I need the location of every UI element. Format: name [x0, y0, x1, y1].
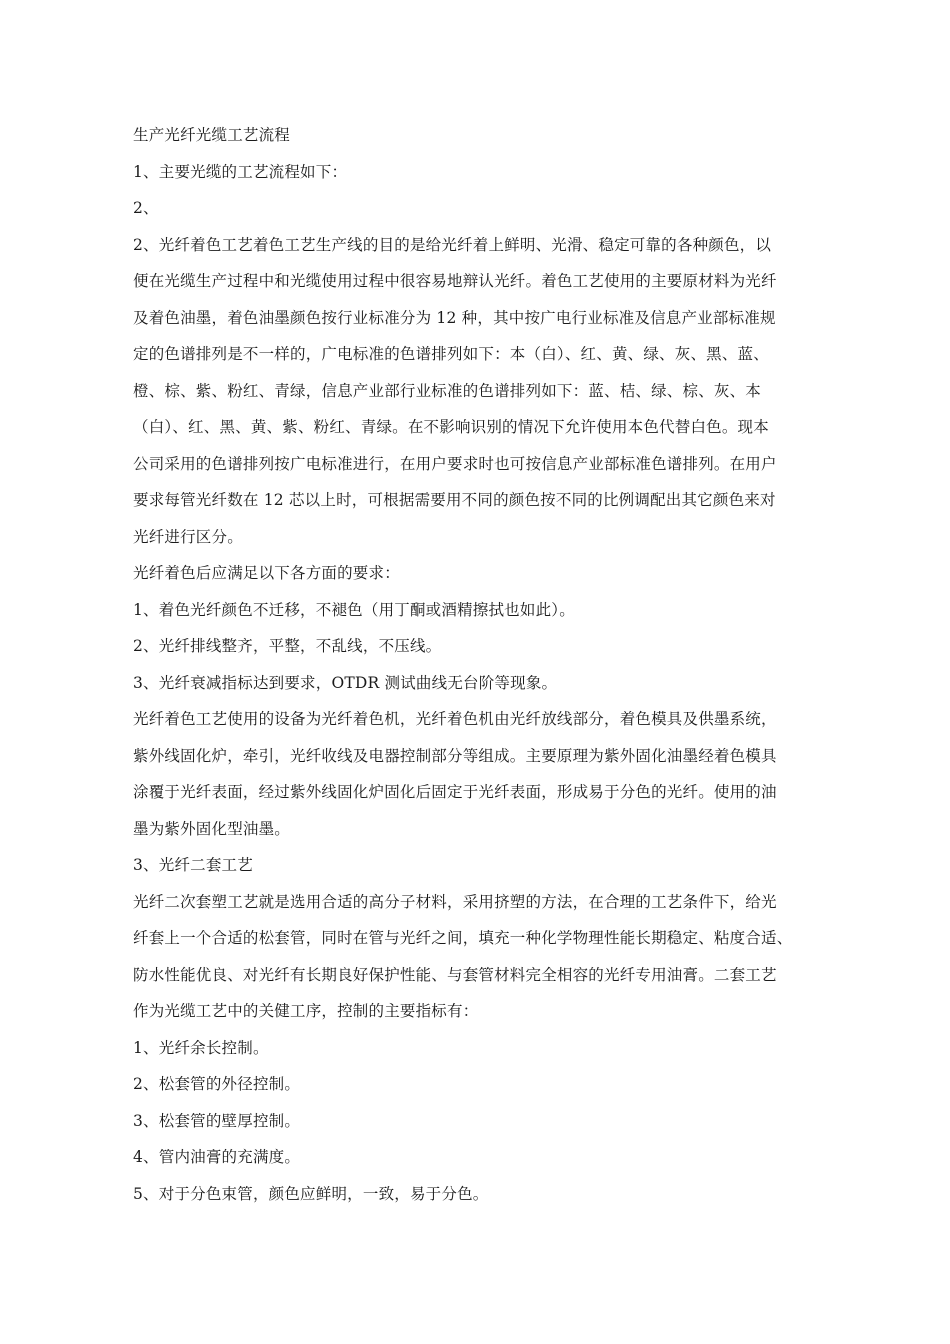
document-title: 生产光纤光缆工艺流程: [133, 126, 291, 144]
text-line: 及着色油墨，着色油墨颜色按行业标准分为 12 种，其中按广电行业标准及信息产业部标准规: [133, 308, 776, 327]
text-line: 1、主要光缆的工艺流程如下：: [133, 162, 348, 181]
text-line: 光纤进行区分。: [133, 527, 243, 546]
text-line: 紫外线固化炉，牵引，光纤收线及电器控制部分等组成。主要原理为紫外固化油墨经着色模具: [133, 746, 777, 765]
list-item: 2、松套管的外径控制。: [133, 1075, 301, 1093]
text-line: 光纤着色工艺使用的设备为光纤着色机，光纤着色机由光纤放线部分，着色模具及供墨系统，: [133, 710, 777, 728]
text-line: 定的色谱排列是不一样的，广电标准的色谱排列如下：本（白）、红、黄、绿、灰、黑、蓝、: [133, 345, 769, 363]
text-line: 公司采用的色谱排列按广电标准进行，在用户要求时也可按信息产业部标准色谱排列。在用户: [133, 454, 777, 473]
list-item: 1、光纤余长控制。: [133, 1038, 269, 1057]
text-line: 橙、棕、紫、粉红、青绿，信息产业部行业标准的色谱排列如下：蓝、桔、绿、棕、灰、本: [133, 381, 762, 400]
text-line: 光纤着色后应满足以下各方面的要求：: [133, 564, 400, 582]
text-line: 光纤二次套塑工艺就是选用合适的高分子材料，采用挤塑的方法，在合理的工艺条件下，给光: [133, 892, 777, 911]
section-heading: 3、光纤二套工艺: [133, 856, 253, 874]
text-line: 墨为紫外固化型油墨。: [133, 819, 291, 838]
text-line: 2、光纤着色工艺着色工艺生产线的目的是给光纤着上鲜明、光滑、稳定可靠的各种颜色，以: [133, 235, 772, 254]
text-line: 2、: [133, 199, 159, 217]
text-line: 防水性能优良、对光纤有长期良好保护性能、与套管材料完全相容的光纤专用油膏。二套工艺: [133, 965, 777, 984]
document-body: [133, 117, 845, 1212]
list-item: 4、管内油膏的充满度。: [133, 1148, 301, 1166]
text-line: 便在光缆生产过程中和光缆使用过程中很容易地辩认光纤。着色工艺使用的主要原材料为光纤: [133, 272, 777, 290]
text-line: 涂覆于光纤表面，经过紫外线固化炉固化后固定于光纤表面，形成易于分色的光纤。使用的油: [133, 783, 777, 801]
text-line: 3、光纤衰减指标达到要求，OTDR 测试曲线无台阶等现象。: [133, 673, 558, 692]
text-line: 作为光缆工艺中的关健工序，控制的主要指标有：: [133, 1002, 479, 1020]
text-line: 2、光纤排线整齐，平整，不乱线，不压线。: [133, 637, 442, 655]
list-item: 3、松套管的壁厚控制。: [133, 1111, 301, 1130]
text-line: （白）、红、黑、黄、紫、粉红、青绿。在不影响识别的情况下允许使用本色代替白色。现本: [133, 418, 769, 436]
list-item: 5、对于分色束管，颜色应鲜明，一致，易于分色。: [133, 1184, 489, 1203]
text-line: 纤套上一个合适的松套管，同时在管与光纤之间，填充一种化学物理性能长期稳定、粘度合适、: [133, 929, 793, 947]
text-line: 要求每管光纤数在 12 芯以上时，可根据需要用不同的颜色按不同的比例调配出其它颜色来对: [133, 491, 776, 509]
text-line: 1、着色光纤颜色不迁移，不褪色（用丁酮或酒精擦拭也如此）。: [133, 600, 575, 619]
